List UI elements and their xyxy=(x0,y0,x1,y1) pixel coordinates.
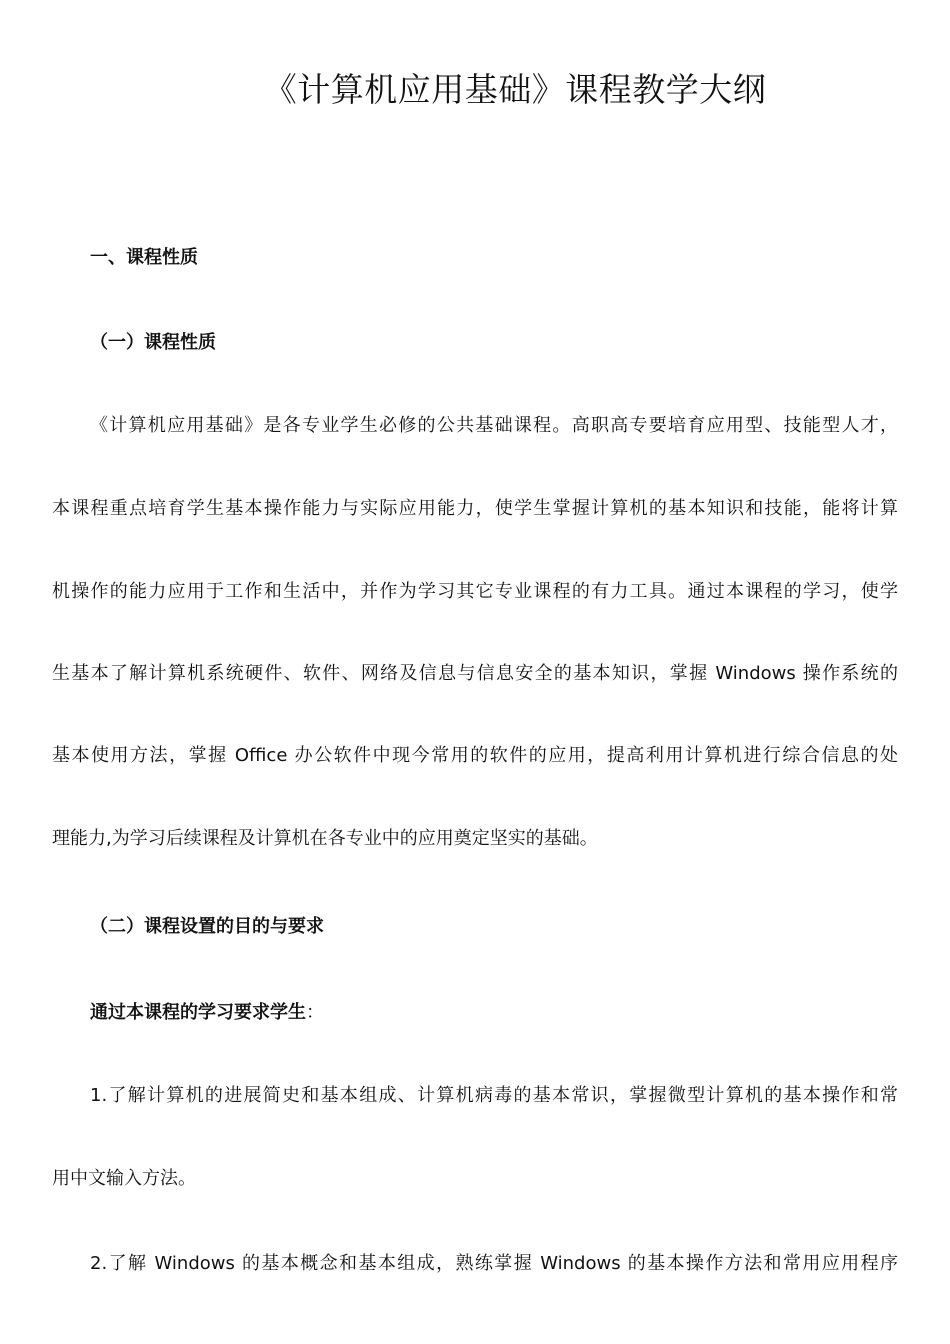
paragraph-line: 本课程重点培育学生基本操作能力与实际应用能力，使学生掌握计算机的基本知识和技能，能将计算 xyxy=(52,498,898,519)
paragraph-line: 理能力,为学习后续课程及计算机在各专业中的应用奠定坚实的基础。 xyxy=(52,828,598,849)
paragraph-line: 基本使用方法，掌握 Office 办公软件中现今常用的软件的应用，提高利用计算机进行综合信息的处 xyxy=(52,745,898,766)
document-title: 《计算机应用基础》课程教学大纲 xyxy=(263,70,767,109)
list-item-line: 1.了解计算机的进展简史和基本组成、计算机病毒的基本常识，掌握微型计算机的基本操作和常 xyxy=(90,1085,898,1106)
requirements-intro-bold: 通过本课程的学习要求学生 xyxy=(90,1002,306,1023)
paragraph-line: 生基本了解计算机系统硬件、软件、网络及信息与信息安全的基本知识，掌握 Windows 操作系统的 xyxy=(52,663,898,684)
requirements-intro-colon: ： xyxy=(306,1002,324,1023)
list-item-line: 用中文输入方法。 xyxy=(52,1168,196,1189)
paragraph-line: 《计算机应用基础》是各专业学生必修的公共基础课程。高职高专要培育应用型、技能型人才， xyxy=(90,415,898,436)
section-heading-nature: 一、课程性质 xyxy=(90,247,198,268)
requirements-intro xyxy=(90,998,324,1024)
paragraph-line: 机操作的能力应用于工作和生活中，并作为学习其它专业课程的有力工具。通过本课程的学习，使学 xyxy=(52,581,898,602)
subsection-heading-goals: （二）课程设置的目的与要求 xyxy=(90,916,324,937)
subsection-heading-nature: （一）课程性质 xyxy=(90,332,216,353)
list-item-line: 2.了解 Windows 的基本概念和基本组成，熟练掌握 Windows 的基本操作方法和常用应用程序 xyxy=(90,1253,898,1274)
